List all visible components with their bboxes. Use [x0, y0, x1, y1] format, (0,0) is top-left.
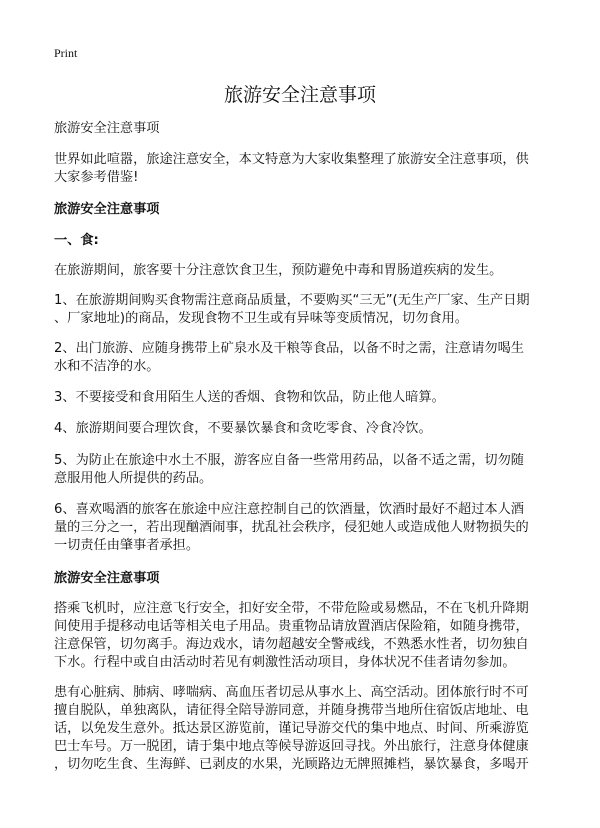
subtitle: 旅游安全注意事项 — [54, 121, 160, 136]
text-line: 间使用手提移动电话等相关电子用品。贵重物品请放置酒店保险箱，如随身携带， — [54, 619, 529, 634]
text-line: 1、在旅游期间购买食物需注意商品质量，不要购买“三无”(无生产厂家、生产日期 — [54, 293, 530, 308]
text-line: 大家参考借鉴! — [54, 170, 139, 185]
text-line: 5、为防止在旅途中水土不服，游客应自备一些常用药品，以备不适之需，切勿随 — [54, 453, 524, 468]
text-line: 、厂家地址)的商品，发现食物不卫生或有异味等变质情况，切勿食用。 — [54, 311, 468, 326]
text-line: 患有心脏病、肺病、哮喘病、高血压者切忌从事水上、高空活动。团体旅行时不可 — [54, 685, 529, 700]
section-food-heading: 一、食: — [54, 233, 99, 248]
text-line: 搭乘飞机时，应注意飞行安全，扣好安全带，不带危险或易燃品，不在飞机升降期 — [54, 601, 529, 616]
page-title: 旅游安全注意事项 — [223, 84, 376, 106]
text-line: 巴士车号。万一脱团，请于集中地点等候导游返回寻找。外出旅行，注意身体健康 — [54, 739, 529, 754]
text-line: 话，以免发生意外。抵达景区游览前，谨记导游交代的集中地点、时间、所乘游览 — [54, 721, 529, 736]
list-item — [54, 452, 554, 488]
list-item — [54, 501, 554, 555]
text-line: 水和不洁净的水。 — [54, 359, 160, 374]
list-item — [54, 389, 554, 407]
list-item — [54, 420, 554, 438]
text-line: 一切责任由肇事者承担。 — [54, 538, 200, 553]
paragraph — [54, 600, 554, 672]
text-line: 擅自脱队，单独离队，请征得全陪导游同意，并随身携带当地所住宿饭店地址、电 — [54, 703, 529, 718]
intro-paragraph — [54, 151, 554, 187]
list-item — [54, 292, 554, 328]
print-link[interactable]: Print — [54, 46, 78, 60]
list-item — [54, 340, 554, 376]
paragraph — [54, 684, 554, 774]
text-line: 2、出门旅游、应随身携带上矿泉水及干粮等食品，以备不时之需，注意请勿喝生 — [54, 341, 524, 356]
text-line: 4、旅游期间要合理饮食，不要暴饮暴食和贪吃零食、冷食冷饮。 — [54, 421, 432, 436]
text-line: ，切勿吃生食、生海鲜、已剥皮的水果，光顾路边无牌照摊档，暴饮暴食，多喝开 — [54, 757, 529, 772]
text-line: 6、喜欢喝酒的旅客在旅途中应注意控制自己的饮酒量，饮酒时最好不超过本人酒 — [54, 502, 524, 517]
text-line: 注意保管，切勿离手。海边戏水，请勿超越安全警戒线，不熟悉水性者，切勿独自 — [54, 637, 529, 652]
text-line: 世界如此喧嚣，旅途注意安全，本文特意为大家收集整理了旅游安全注意事项，供 — [54, 152, 529, 167]
text-line: 量的三分之一，若出现酗酒闹事，扰乱社会秩序，侵犯她人或造成他人财物损失的 — [54, 520, 529, 535]
text-line: 3、不要接受和食用陌生人送的香烟、食物和饮品，防止他人暗算。 — [54, 390, 445, 405]
section-heading: 旅游安全注意事项 — [54, 202, 160, 217]
text-line: 下水。行程中或自由活动时若见有刺激性活动项目，身体状况不佳者请勿参加。 — [54, 655, 516, 670]
section-heading: 旅游安全注意事项 — [54, 571, 160, 586]
text-line: 意服用他人所提供的药品。 — [54, 471, 213, 486]
food-intro: 在旅游期间，旅客要十分注意饮食卫生，预防避免中毒和胃肠道疾病的发生。 — [54, 263, 503, 278]
